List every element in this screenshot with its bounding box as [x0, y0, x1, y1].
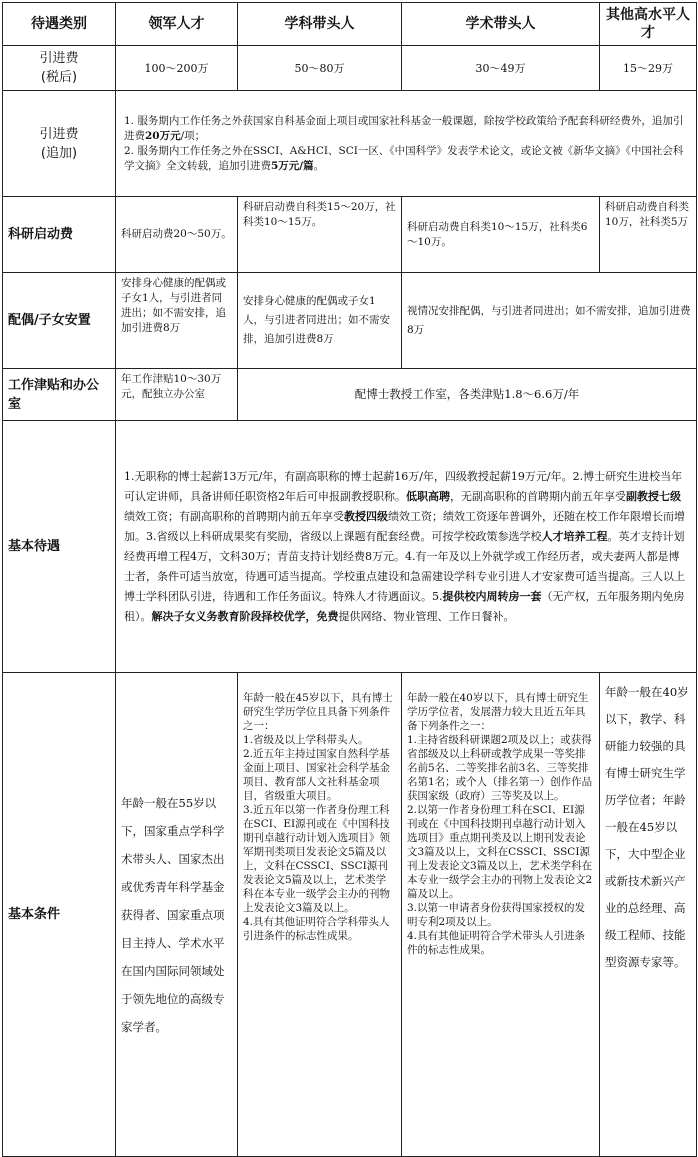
conditions-discipline: 年龄一般在45岁以下，具有博士研究生学历学位且具备下列条件之一： 1.省级及以上学科带头人。 2.近五年主持过国家自然科学基金面上项目、国家社会科学基金项目、教育部人文社科基金项目，省级重大项目。 3.近五年以第一作者身份理工科在SCI、EI源刊或在《中国科技期刊卓越行动计划入选项目》领军期刊类项目发表论文5篇及以上，文科在CSSCI、SSCI源刊发表论文5篇及以上，艺术类学科在本专业一级学会主办的刊物上发表论文3篇及以上。 4.具有其他证明符合学科带头人引进条件的标志性成果。 — [238, 673, 402, 1157]
spouse-academic-other: 视情况安排配偶，与引进者同进出；如不需安排，追加引进费8万 — [402, 273, 697, 369]
fee-academic: 30～49万 — [402, 46, 600, 91]
row-startup — [3, 197, 697, 273]
spouse-leading: 安排身心健康的配偶或子女1人，与引进者同进出；如不需安排，追加引进费8万 — [116, 273, 238, 369]
row-basic — [3, 421, 697, 673]
header-leading-talent: 领军人才 — [116, 3, 238, 46]
conditions-leading: 年龄一般在55岁以下，国家重点学科学术带头人、国家杰出或优秀青年科学基金获得者、国家重点项目主持人、学术水平在国内国际同领域处于领先地位的高级专家学者。 — [116, 673, 238, 1157]
row-label-fee-after-tax — [3, 46, 116, 91]
benefits-table-container — [2, 2, 696, 1157]
row-allowance — [3, 369, 697, 421]
header-category: 待遇类别 — [3, 3, 116, 46]
fee-extra-content — [116, 91, 697, 197]
row-label-fee-extra — [3, 91, 116, 197]
fee-extra-line-1: 1. 服务期内工作任务之外获国家自科基金面上项目或国家社科基金一般课题，除按学校政策给予配套科研经费外，追加引进费20万元/项； — [124, 114, 684, 142]
fee-discipline: 50～80万 — [238, 46, 402, 91]
fee-extra-line-2: 2. 服务期内工作任务之外在SSCI、A&HCI、SCI一区、《中国科学》发表学术论文，或论文被《新华文摘》《中国社会科学文摘》全文转载，追加引进费5万元/篇。 — [124, 144, 684, 172]
header-academic-leader: 学术带头人 — [402, 3, 600, 46]
startup-discipline: 科研启动费自科类15～20万，社科类10～15万。 — [238, 197, 402, 273]
row-label-sub: (税后) — [40, 70, 78, 85]
row-label-main: 引进费 — [39, 51, 79, 66]
row-spouse — [3, 273, 697, 369]
row-label-sub: (追加) — [40, 145, 78, 161]
row-fee-after-tax — [3, 46, 697, 91]
row-conditions — [3, 673, 697, 1157]
fee-other: 15～29万 — [600, 46, 697, 91]
allowance-leading: 年工作津贴10～30万元，配独立办公室 — [116, 369, 238, 421]
benefits-table — [2, 2, 697, 1157]
conditions-academic: 年龄一般在40岁以下，具有博士研究生学历学位者，发展潜力较大且近五年具备下列条件之一： 1.主持省级科研课题2项及以上；或获得省部级及以上科研或教学成果一等奖排名前5名、二等奖排名前3名、三等奖排名第1名；或个人（排名第一）创作作品获国家级（政府）三等奖及以上。 2.以第一作者身份理工科在SCI、EI源刊或在《中国科技期刊卓越行动计划入选项目》重点期刊类及以上期刊发表论文3篇及以上，文科在CSSCI、SSCI源刊上发表论文3篇及以上，艺术类学科在本专业一级学会主办的刊物上发表论文2篇及以上。 3.以第一申请者身份获得国家授权的发明专利2项及以上。 4.具有其他证明符合学术带头人引进条件的标志性成果。 — [402, 673, 600, 1157]
basic-content: 1.无职称的博士起薪13万元/年，有副高职称的博士起薪16万/年，四级教授起薪19万元/年。2.博士研究生进校当年可认定讲师，具备讲师任职资格2年后可申报副教授职称。低职高聘，无副高职称的首聘期内前五年享受副教授七级绩效工资；有副高职称的首聘期内前五年享受教授四级绩效工资；绩效工资逐年普调外，还随在校工作年限增长而增加。3.省级以上科研成果奖有奖励，省级以上课题有配套经费。可按学校政策参选学校人才培养工程。英才支持计划经费再增工程4万，文科30万；青苗支持计划经费8万元。4.有一年及以上外就学或工作经历者，或夫妻两人都是博士者，条件可适当放宽，待遇可适当提高。学校重点建设和急需建设学科专业引进人才安家费可适当提高。三人以上博士学科团队引进，待遇和工作任务面议。特殊人才待遇面议。5.提供校内周转房一套（无产权，五年服务期内免房租）。解决子女义务教育阶段择校优学，免费提供网络、物业管理、工作日餐补。 — [116, 421, 697, 673]
startup-academic: 科研启动费自科类10～15万，社科类6～10万。 — [402, 197, 600, 273]
conditions-other: 年龄一般在40岁以下，教学、科研能力较强的具有博士研究生学历学位者；年龄一般在45岁以下，大中型企业或新技术新兴产业的总经理、高级工程师、技能型资源专家等。 — [600, 673, 697, 1157]
row-fee-extra — [3, 91, 697, 197]
header-row — [3, 3, 697, 46]
startup-leading: 科研启动费20～50万。 — [116, 197, 238, 273]
header-other-talent: 其他高水平人才 — [600, 3, 697, 46]
row-label-main: 引进费 — [39, 126, 79, 142]
row-label-conditions: 基本条件 — [3, 673, 116, 1157]
row-label-basic: 基本待遇 — [3, 421, 116, 673]
spouse-discipline: 安排身心健康的配偶或子女1人，与引进者同进出；如不需安排，追加引进费8万 — [238, 273, 402, 369]
allowance-others: 配博士教授工作室，各类津贴1.8～6.6万/年 — [238, 369, 697, 421]
header-discipline-leader: 学科带头人 — [238, 3, 402, 46]
row-label-allowance: 工作津贴和办公室 — [3, 369, 116, 421]
row-label-startup: 科研启动费 — [3, 197, 116, 273]
fee-leading: 100～200万 — [116, 46, 238, 91]
row-label-spouse: 配偶/子女安置 — [3, 273, 116, 369]
startup-other: 科研启动费自科类10万，社科类5万 — [600, 197, 697, 273]
